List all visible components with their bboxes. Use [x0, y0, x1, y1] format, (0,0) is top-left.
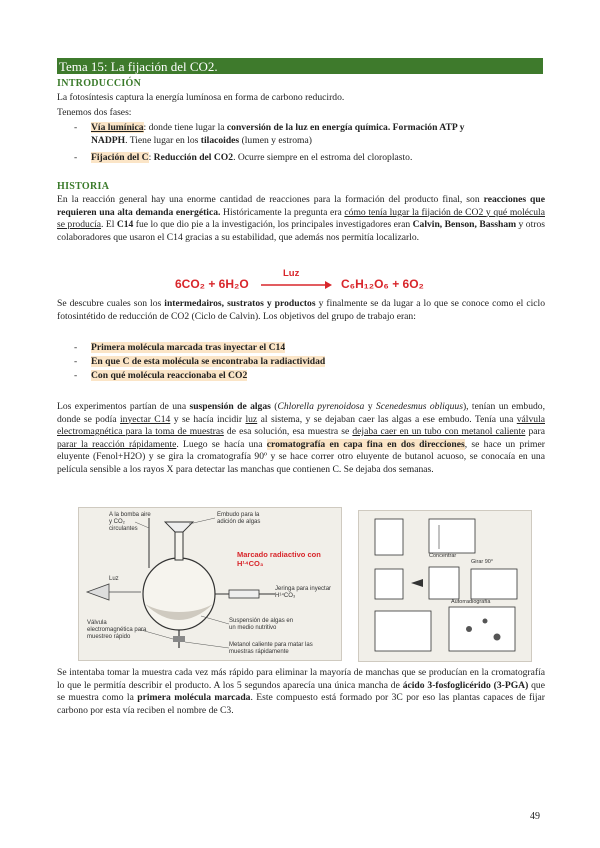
- label-valvula: Válvula electromagnética para muestreo rápido: [87, 620, 147, 640]
- equation: [175, 270, 425, 294]
- label-concentrar: Concentrar: [429, 553, 457, 559]
- objective-item: - En que C de esta molécula se encontraba la radiactividad: [74, 356, 326, 367]
- equation-right: C₆H₁₂O₆ + 6O₂: [341, 277, 424, 291]
- chromatography-drawing: [359, 511, 531, 661]
- label-autorradiografia: Autorradiografía: [451, 599, 491, 605]
- historia-p3: Los experimentos partían de una suspensión de algas (Chlorella pyrenoidosa y Scenedesmus obliquus), tenían un embudo, donde se podía inyectar C14 y se hacía incidir luz al sistema, y se dejaban caer las algas a ese embudo. Tenía una válvula electromagnética para la toma de muestras de esa solución, esa muestra se dejaba caer en un tubo con metanol caliente para parar la reacción rápidamente. Luego se hacía una cromatografía en capa fina en dos direcciones, se hace un primer eluyente (Fenol+H2O) y se gira la cromatografía 90º y se hace correr otro eluyente de butanol acuoso, se conocaía en una película sensible a los rayos X para detectar las manchas que contienen C. Se dejaba dos semanas.: [57, 401, 545, 475]
- label-jeringa: Jeringa para inyectar H¹⁴CO₃: [275, 586, 332, 599]
- apparatus-figure: [78, 507, 342, 661]
- label-girar: Girar 90°: [471, 559, 494, 565]
- equation-left: 6CO₂ + 6H₂O: [175, 277, 249, 291]
- objective-item: - Con qué molécula reaccionaba el CO2: [74, 370, 248, 381]
- via-luminica: Vía lumínica: [91, 122, 144, 133]
- historia-p1: En la reacción general hay una enorme cantidad de reacciones para la formación del producto final, son reacciones que requieren una alta demanda energética. Históricamente la pregunta era cómo tenía lugar la fijación de CO2 y qué molécula se producía. El C14 fue lo que dio pie a la investigación, los principales investigadores eran Calvin, Benson, Bassham y otros colaboradores que usaron el C14 gracias a su estabilidad, que además nos permitía localizarlo.: [57, 194, 545, 243]
- chromatography-figure: [358, 510, 532, 662]
- label-marcado: Marcado radiactivo con H¹⁴CO₃: [237, 550, 321, 568]
- page-title: Tema 15: La fijación del CO2.: [59, 59, 218, 74]
- label-bomba: A la bomba aire y CO₂ circulantes: [109, 512, 151, 532]
- intro-line1: La fotosíntesis captura la energía lumínosa en forma de carbono reducirdo.: [57, 92, 345, 103]
- historia-p4: Se intentaba tomar la muestra cada vez más rápido para eliminar la mayoría de manchas que se producían en la cromatografía lo que le permitía describir el producto. A los 5 segundos aparecía una única mancha de ácido 3-fosfoglicérido (3-PGA) que se muestra como la primera molécula marcada. Este compuesto está formado por 3C por eso las plantas capaces de fijar carbono por esta vía reciben el nombre de C3.: [57, 667, 545, 716]
- historia-p2: Se descubre cuales son los intermedairos, sustratos y productos y finalmente se da lugar a lo que se conoce como el ciclo fotosintétido de reducción de CO2 (Ciclo de Calvin). Los objetivos del grupo de trabajo eran:: [57, 298, 545, 322]
- objectives-list: [74, 342, 326, 383]
- label-metanol: Metanol caliente para matar las muestras rápidamente: [229, 642, 313, 655]
- label-embudo: Embudo para la adición de algas: [217, 512, 261, 525]
- equation-arrow: [261, 280, 333, 290]
- fijacion-c: Fijación del C: [91, 152, 149, 163]
- label-suspension: Suspensión de algas en un medio nutritivo: [229, 618, 294, 631]
- intro-item-1: - Vía lumínica: donde tiene lugar la conversión de la luz en energía química. Formación ATP y NADPH. Tiene lugar en los tilacoides (lumen y estroma): [74, 122, 465, 146]
- label-luz: Luz: [109, 576, 119, 582]
- objective-item: - Primera molécula marcada tras inyectar el C14: [74, 342, 286, 353]
- intro-heading: INTRODUCCIÓN: [57, 78, 142, 89]
- intro-item-2: - Fijación del C: Reducción del CO2. Ocurre siempre en el estroma del cloroplasto.: [74, 152, 413, 163]
- title-bar: [57, 58, 543, 74]
- equation-arrow-label: Luz: [283, 268, 300, 279]
- historia-heading: HISTORIA: [57, 181, 110, 192]
- page-number: 49: [530, 811, 540, 822]
- intro-line2: Tenemos dos fases:: [57, 107, 132, 118]
